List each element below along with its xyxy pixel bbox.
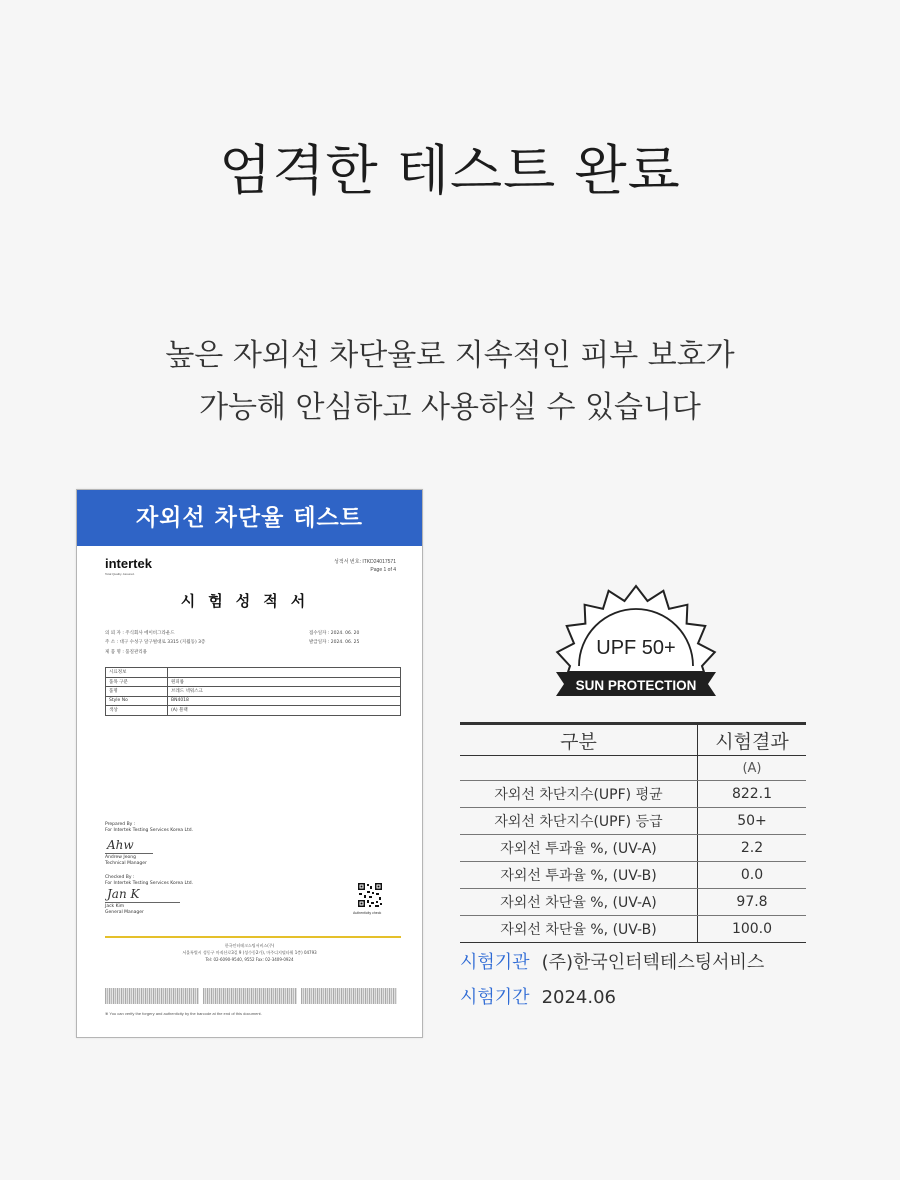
table-cell: 품목 구분 xyxy=(106,677,168,687)
date-row: 발급일자 : 2024. 06. 25 xyxy=(309,640,360,645)
test-period-value: 2024.06 xyxy=(541,987,616,1008)
test-agency-label: 시험기관 xyxy=(460,952,530,973)
sun-burst-icon xyxy=(557,586,715,672)
test-results-table xyxy=(460,722,806,943)
page-headline: 엄격한 테스트 완료 xyxy=(219,139,681,202)
meta-label: 주 소 xyxy=(105,640,116,645)
test-certificate xyxy=(76,489,423,1038)
date-value: 2024. 06. 25 xyxy=(330,640,360,645)
table-row xyxy=(460,808,806,835)
table-cell: 브레드 넥워스크 xyxy=(168,687,401,697)
barcode-icon xyxy=(301,988,397,1004)
verification-note: ※ You can verify the forgery and authenticity by the barcode at the end of this document. xyxy=(105,1011,262,1016)
prepared-name: Andrew Jeong xyxy=(105,855,136,860)
meta-value: 주식회사 에이비그라운드 xyxy=(125,631,175,636)
sun-protection-text: SUN PROTECTION xyxy=(575,678,697,693)
cert-page-text: Page 1 of 4 xyxy=(370,567,396,573)
date-label: 발급일자 xyxy=(309,640,327,645)
test-period-row xyxy=(460,983,616,1009)
table-cell: 822.1 xyxy=(698,781,807,808)
subcopy-line-1: 높은 자외선 차단율로 지속적인 피부 보호가 xyxy=(165,338,735,373)
table-cell: 0.0 xyxy=(698,862,807,889)
upf-badge xyxy=(552,580,720,700)
table-cell: 자외선 차단율 %, (UV-B) xyxy=(460,916,698,943)
prepared-by-org: For Intertek Testing Services Korea Ltd. xyxy=(105,828,193,833)
table-cell: Style No xyxy=(106,696,168,706)
table-cell: 색상 xyxy=(106,706,168,716)
table-cell: 자외선 투과율 %, (UV-B) xyxy=(460,862,698,889)
certificate-body xyxy=(77,546,422,1037)
table-row xyxy=(460,916,806,943)
table-row xyxy=(106,668,401,678)
upf-rating-text: UPF 50+ xyxy=(596,637,676,659)
footer-line: 한국인터테크스팅서비스(주) xyxy=(224,943,275,948)
subcopy xyxy=(0,330,900,434)
barcode-icon xyxy=(105,988,199,1004)
table-cell: 자외선 차단지수(UPF) 등급 xyxy=(460,808,698,835)
certificate-number xyxy=(334,558,396,574)
column-header: 시험결과 xyxy=(698,724,807,756)
table-cell: (A) 블랙 xyxy=(168,706,401,716)
table-cell: 자외선 투과율 %, (UV-A) xyxy=(460,835,698,862)
signature-line xyxy=(105,853,153,854)
checked-title: General Manager xyxy=(105,910,144,915)
prepared-by-block xyxy=(105,822,193,834)
table-cell: 자외선 차단지수(UPF) 평균 xyxy=(460,781,698,808)
test-agency-row xyxy=(460,948,764,974)
test-period-label: 시험기간 xyxy=(460,987,530,1008)
table-row xyxy=(460,756,806,781)
meta-value: 대구 수성구 달구벌대로 3315 (지월동) 3층 xyxy=(119,640,206,645)
barcode-icon xyxy=(203,988,297,1004)
prepared-title: Technical Manager xyxy=(105,861,147,866)
table-row xyxy=(106,687,401,697)
meta-row: 의 뢰 자 : 주식회사 에이비그라운드 xyxy=(105,631,175,636)
table-cell: 원피륨 xyxy=(168,677,401,687)
table-row xyxy=(460,781,806,808)
table-cell: 100.0 xyxy=(698,916,807,943)
table-cell: 2.2 xyxy=(698,835,807,862)
intertek-logo: intertek xyxy=(105,556,152,571)
certificate-title: 시험성적서 xyxy=(180,592,319,610)
table-cell: 자외선 차단율 %, (UV-A) xyxy=(460,889,698,916)
meta-label: 제 품 명 xyxy=(105,650,121,655)
footer-line: 서울특별시 성동구 마직산로3길 9 (성수동2가), 마주디지털타워 1층) 04793 xyxy=(182,950,317,955)
logo-tagline: Total Quality. Assured. xyxy=(105,572,135,576)
authenticity-check-label: Authenticity check xyxy=(353,911,382,915)
prepared-by-label: Prepared By : xyxy=(105,822,136,827)
meta-row: 제 품 명 : 품질관리용 xyxy=(105,650,148,655)
sample-info-table xyxy=(105,667,401,716)
date-row: 접수일자 : 2024. 06. 20 xyxy=(309,631,360,636)
certificate-footer xyxy=(77,942,422,963)
table-cell: 50+ xyxy=(698,808,807,835)
checked-by-org: For Intertek Testing Services Korea Ltd. xyxy=(105,881,193,886)
meta-value: 품질관리용 xyxy=(125,650,148,655)
table-cell: 시료정보 xyxy=(106,668,168,678)
table-cell: 97.8 xyxy=(698,889,807,916)
footer-line: Tel: 02-6090-9540, 9552 Fax: 02-3409-0924 xyxy=(205,957,294,962)
checked-signer xyxy=(105,904,144,916)
meta-row: 주 소 : 대구 수성구 달구벌대로 3315 (지월동) 3층 xyxy=(105,640,206,645)
table-cell: BN4018 xyxy=(168,696,401,706)
table-row xyxy=(106,677,401,687)
signature-icon: Jan K xyxy=(107,887,140,901)
table-row xyxy=(106,696,401,706)
table-cell xyxy=(460,756,698,781)
table-row xyxy=(106,706,401,716)
table-header-row xyxy=(460,724,806,756)
table-row xyxy=(460,835,806,862)
table-row xyxy=(460,862,806,889)
divider xyxy=(105,936,401,938)
table-cell: 품명 xyxy=(106,687,168,697)
meta-label: 의 뢰 자 xyxy=(105,631,121,636)
test-agency-value: (주)한국인터텍테스팅서비스 xyxy=(541,952,765,973)
table-cell: (A) xyxy=(698,756,807,781)
checked-name: Jack Kim xyxy=(105,904,125,909)
table-cell xyxy=(168,668,401,678)
signature-icon: Ahw xyxy=(107,838,134,852)
subcopy-line-2: 가능해 안심하고 사용하실 수 있습니다 xyxy=(199,390,701,425)
cert-number-text: 성적서 번호: ITKD24017571 xyxy=(334,559,396,565)
prepared-signer xyxy=(105,855,147,867)
qr-code-icon xyxy=(357,882,383,908)
checked-by-label: Checked By : xyxy=(105,875,135,880)
signature-line xyxy=(105,902,180,903)
date-value: 2024. 06. 20 xyxy=(330,631,360,636)
table-row xyxy=(460,889,806,916)
certificate-header: 자외선 차단율 테스트 xyxy=(77,490,422,546)
checked-by-block xyxy=(105,875,193,887)
column-header: 구분 xyxy=(460,724,698,756)
date-label: 접수일자 xyxy=(309,631,327,636)
